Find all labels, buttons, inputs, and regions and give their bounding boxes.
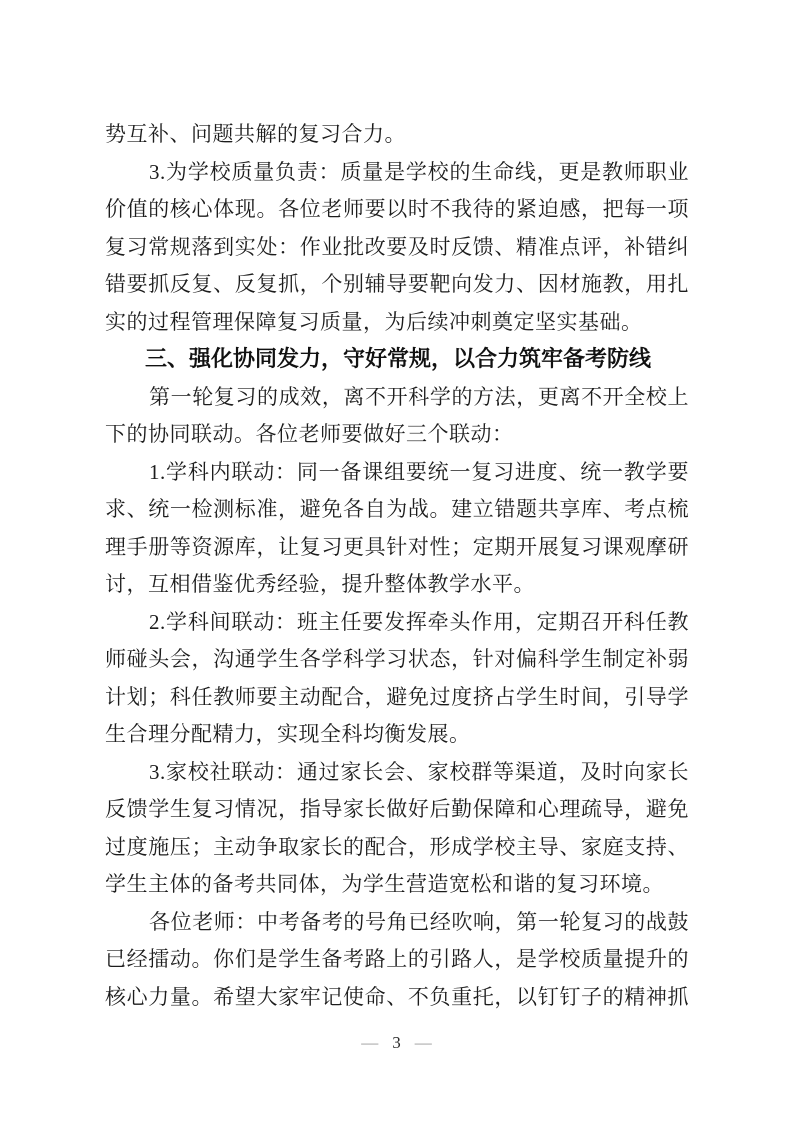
page-footer (0, 1031, 793, 1055)
document-line: 3.为学校质量负责：质量是学校的生命线，更是教师职业 (149, 159, 689, 184)
document-line: 复习常规落到实处：作业批改要及时反馈、精准点评，补错纠 (105, 234, 689, 259)
document-line: 过度施压；主动争取家长的配合，形成学校主导、家庭支持、 (105, 834, 689, 859)
document-line: 2.学科间联动：班主任要发挥牵头作用，定期召开科任教 (149, 609, 689, 634)
document-line: 第一轮复习的成效，离不开科学的方法，更离不开全校上 (149, 384, 689, 409)
document-line: 学生主体的备考共同体，为学生营造宽松和谐的复习环境。 (105, 872, 664, 896)
document-line: 已经擂动。你们是学生备考路上的引路人，是学校质量提升的 (105, 947, 689, 971)
document-line: 下的协同联动。各位老师要做好三个联动： (105, 422, 514, 446)
footer-dash-left: — (361, 1033, 379, 1052)
document-line: 实的过程管理保障复习质量，为后续冲刺奠定坚实基础。 (105, 309, 643, 334)
footer-dash-right: — (414, 1033, 432, 1052)
document-line: 核心力量。希望大家牢记使命、不负重托，以钉钉子的精神抓 (105, 984, 689, 1009)
document-line: 理手册等资源库，让复习更具针对性；定期开展复习课观摩研 (105, 534, 689, 559)
document-line: 势互补、问题共解的复习合力。 (105, 122, 406, 146)
document-line: 求、统一检测标准，避免各自为战。建立错题共享库、考点梳 (105, 497, 689, 521)
document-line: 各位老师：中考备考的号角已经吹响，第一轮复习的战鼓 (149, 909, 689, 934)
document-line: 生合理分配精力，实现全科均衡发展。 (105, 722, 471, 746)
document-line: 师碰头会，沟通学生各学科学习状态，针对偏科学生制定补弱 (105, 647, 689, 671)
document-line: 3.家校社联动：通过家长会、家校群等渠道，及时向家长 (149, 759, 689, 784)
document-body (105, 116, 689, 1016)
document-line: 价值的核心体现。各位老师要以时不我待的紧迫感，把每一项 (105, 197, 689, 221)
document-line: 计划；科任教师要主动配合，避免过度挤占学生时间，引导学 (105, 684, 689, 709)
document-line: 1.学科内联动：同一备课组要统一复习进度、统一教学要 (149, 459, 689, 484)
document-line: 反馈学生复习情况，指导家长做好后勤保障和心理疏导，避免 (105, 797, 689, 821)
page-number: 3 (392, 1033, 401, 1052)
document-line: 错要抓反复、反复抓，个别辅导要靶向发力、因材施教，用扎 (105, 272, 689, 296)
document-line: 讨，互相借鉴优秀经验，提升整体教学水平。 (105, 572, 535, 596)
section-heading: 三、强化协同发力，守好常规，以合力筑牢备考防线 (145, 347, 652, 372)
